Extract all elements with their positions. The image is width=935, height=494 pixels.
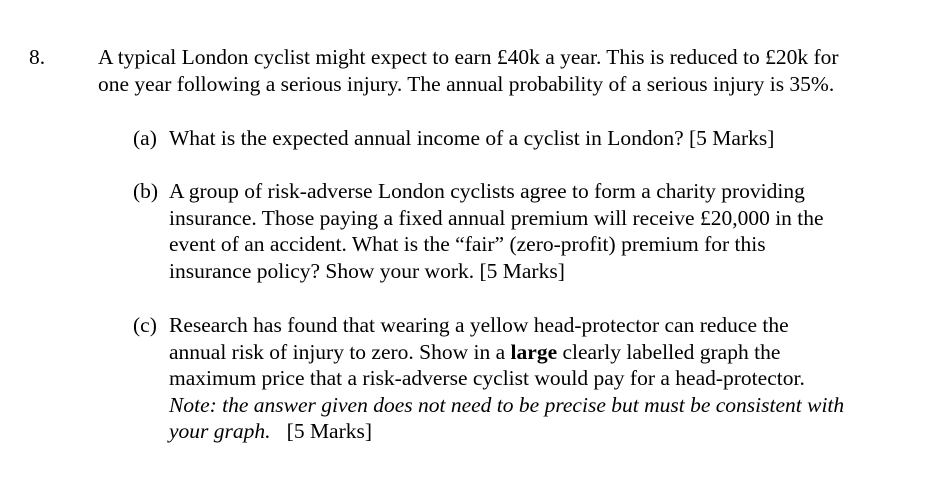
- part-c-note-line-2: your graph.: [169, 419, 271, 443]
- question-stem: [98, 44, 928, 97]
- part-c-note-line-1: Note: the answer given does not need to be precise but must be consistent with: [169, 392, 845, 417]
- part-c-body: [169, 312, 928, 445]
- part-c-line-1: Research has found that wearing a yellow head-protector can reduce the: [169, 313, 789, 337]
- part-c-line-3: maximum price that a risk-adverse cyclist would pay for a head-protector.: [169, 366, 805, 390]
- emphasis-large: large: [510, 339, 558, 364]
- part-b-line-1: A group of risk-adverse London cyclists agree to form a charity providing: [169, 179, 805, 203]
- part-b-label: (b): [133, 179, 159, 203]
- part-a-line-1: What is the expected annual income of a cyclist in London? [5 Marks]: [169, 126, 775, 150]
- part-a-body: [169, 125, 928, 152]
- part-a-label: (a): [133, 126, 157, 150]
- part-b-line-3: event of an accident. What is the “fair” (zero-profit) premium for this: [169, 232, 766, 256]
- part-c-line-2-start: annual risk of injury to zero. Show in a: [169, 339, 511, 364]
- stem-line-2: one year following a serious injury. The annual probability of a serious injury is 35%.: [98, 71, 835, 96]
- part-b: [133, 178, 928, 284]
- part-c-label: (c): [133, 313, 157, 337]
- part-c-line-5: [169, 418, 928, 445]
- stem-line-1: A typical London cyclist might expect to earn £40k a year. This is reduced to £20k for: [98, 45, 839, 69]
- part-a: [133, 125, 928, 152]
- part-b-line-4: insurance policy? Show your work. [5 Marks]: [169, 258, 565, 283]
- part-b-line-2: insurance. Those paying a fixed annual premium will receive £20,000 in the: [169, 205, 824, 230]
- part-c-line-2: [169, 339, 928, 366]
- part-c: [133, 312, 928, 445]
- part-b-body: [169, 178, 928, 284]
- question-number: 8.: [29, 45, 46, 69]
- part-c-marks: [5 Marks]: [286, 419, 373, 443]
- part-c-line-2-end: clearly labelled graph the: [557, 339, 781, 364]
